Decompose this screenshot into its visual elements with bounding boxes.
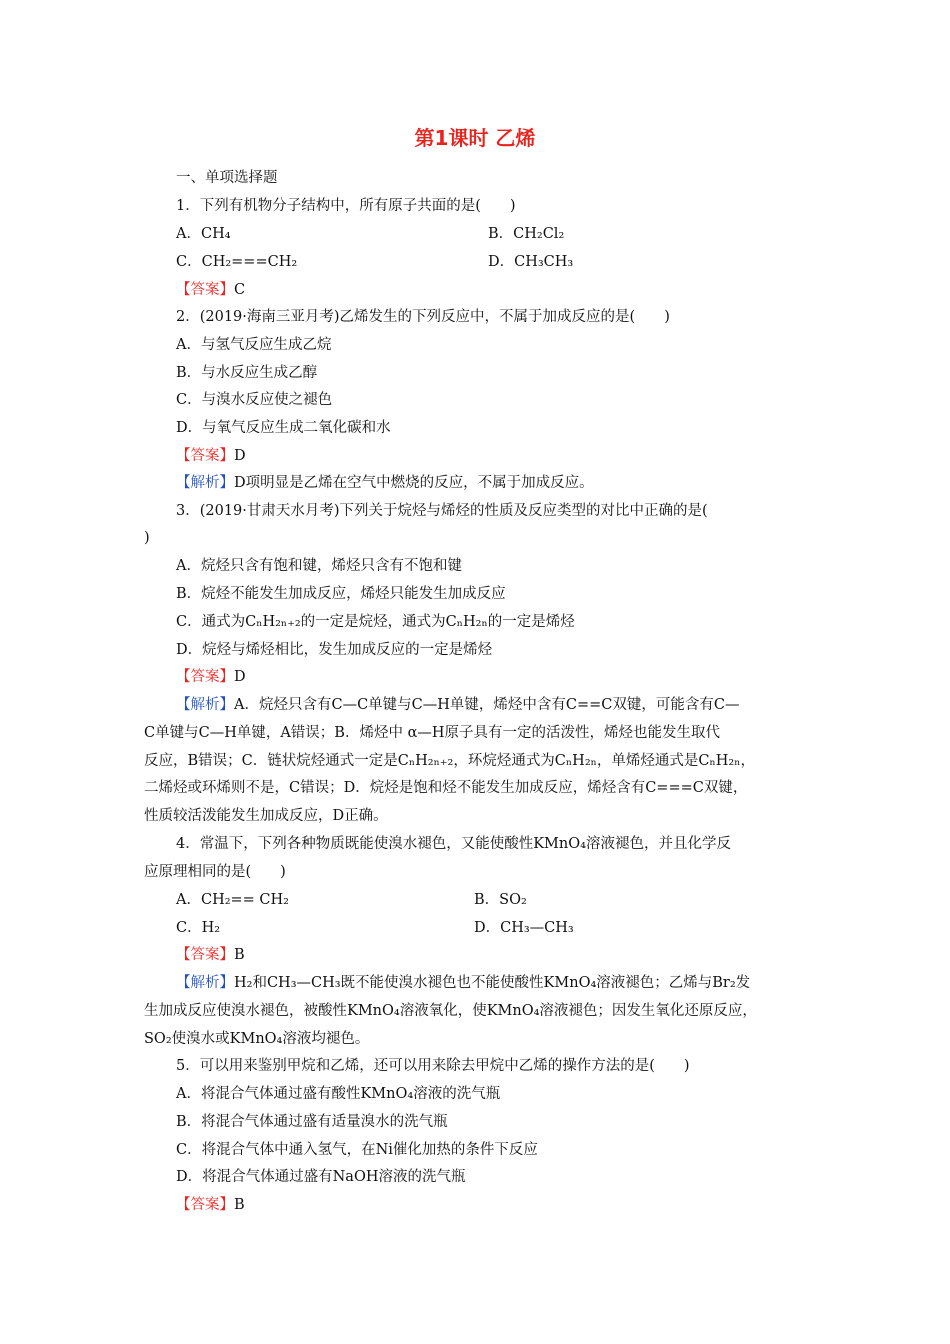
- q2-option-d: D．与氧气反应生成二氧化碳和水: [176, 420, 391, 436]
- explanation-tag: 【解析】: [176, 697, 234, 713]
- q3-explanation-line-2: C单键与C—H单键，A错误；B．烯烃中 α—H原子具有一定的活泼性，烯烃也能发生取代: [144, 725, 721, 741]
- q3-option-b: B．烷烃不能发生加成反应，烯烃只能发生加成反应: [176, 586, 506, 602]
- q4-explanation-line-1: [176, 973, 750, 993]
- q4-explanation-line-2: 生加成反应使溴水褪色，被酸性KMnO₄溶液氧化，使KMnO₄溶液褪色；因发生氧化还原反应，: [144, 1003, 757, 1019]
- q3-stem-line-2: ): [144, 530, 150, 546]
- q5-answer-value: B: [234, 1197, 245, 1213]
- q3-explanation-line-1: [176, 695, 739, 715]
- q4-option-c: C．H₂: [176, 920, 221, 936]
- q3-option-d: D．烷烃与烯烃相比，发生加成反应的一定是烯烃: [176, 642, 493, 658]
- q2-option-c: C．与溴水反应使之褪色: [176, 392, 333, 408]
- q4-explanation-line-3: SO₂使溴水或KMnO₄溶液均褪色。: [144, 1031, 370, 1047]
- q5-option-c: C．将混合气体中通入氢气，在Ni催化加热的条件下反应: [176, 1142, 538, 1158]
- q3-explanation-line-5: 性质较活泼能发生加成反应，D正确。: [144, 808, 388, 824]
- q4-answer: [176, 945, 245, 965]
- q3-answer-value: D: [234, 669, 246, 685]
- q4-option-a: A．CH₂== CH₂: [176, 892, 289, 908]
- q2-option-a: A．与氢气反应生成乙烷: [176, 337, 332, 353]
- q1-stem: 1．下列有机物分子结构中，所有原子共面的是( ): [176, 198, 516, 214]
- q3-stem-line-1: 3．(2019·甘肃天水月考)下列关于烷烃与烯烃的性质及反应类型的对比中正确的是(: [176, 503, 708, 519]
- answer-tag: 【答案】: [176, 669, 234, 685]
- q2-explanation-text: D项明显是乙烯在空气中燃烧的反应，不属于加成反应。: [234, 475, 594, 491]
- q4-option-d: D．CH₃—CH₃: [474, 920, 574, 936]
- q1-option-c: C．CH₂===CH₂: [176, 254, 298, 270]
- q4-option-b: B．SO₂: [474, 892, 527, 908]
- q5-answer: [176, 1195, 245, 1215]
- q3-explanation-line-4: 二烯烃或环烯则不是，C错误；D．烷烃是饱和烃不能发生加成反应，烯烃含有C===C双键，: [144, 780, 748, 796]
- q2-explanation: [176, 473, 594, 493]
- q1-answer: [176, 280, 245, 300]
- q3-answer: [176, 667, 246, 687]
- q1-option-a: A．CH₄: [176, 226, 231, 242]
- q4-stem-line-1: 4．常温下，下列各种物质既能使溴水褪色，又能使酸性KMnO₄溶液褪色，并且化学反: [176, 836, 731, 852]
- q1-option-d: D．CH₃CH₃: [488, 254, 574, 270]
- q5-option-d: D．将混合气体通过盛有NaOH溶液的洗气瓶: [176, 1169, 466, 1185]
- q4-answer-value: B: [234, 947, 245, 963]
- explanation-tag: 【解析】: [176, 475, 234, 491]
- q3-explanation-line-3: 反应，B错误；C．链状烷烃通式一定是CₙH₂ₙ₊₂，环烷烃通式为CₙH₂ₙ，单烯烃通式是CₙH₂ₙ，: [144, 753, 756, 769]
- q3-option-a: A．烷烃只含有饱和键，烯烃只含有不饱和键: [176, 558, 462, 574]
- q5-option-b: B．将混合气体通过盛有适量溴水的洗气瓶: [176, 1114, 448, 1130]
- page-title: 第1课时 乙烯: [414, 126, 536, 150]
- answer-tag: 【答案】: [176, 448, 234, 464]
- answer-tag: 【答案】: [176, 282, 234, 298]
- q2-option-b: B．与水反应生成乙醇: [176, 365, 318, 381]
- explanation-tag: 【解析】: [176, 975, 234, 991]
- q2-answer: [176, 446, 246, 466]
- q4-explanation-text-1: H₂和CH₃—CH₃既不能使溴水褪色也不能使酸性KMnO₄溶液褪色；乙烯与Br₂发: [234, 975, 751, 991]
- q3-option-c: C．通式为CₙH₂ₙ₊₂的一定是烷烃，通式为CₙH₂ₙ的一定是烯烃: [176, 614, 575, 630]
- q1-answer-value: C: [234, 282, 246, 298]
- section-heading: 一、单项选择题: [176, 170, 278, 186]
- q5-stem: 5．可以用来鉴别甲烷和乙烯，还可以用来除去甲烷中乙烯的操作方法的是( ): [176, 1058, 690, 1074]
- q3-explanation-text-1: A．烷烃只含有C—C单键与C—H单键，烯烃中含有C==C双键，可能含有C—: [234, 697, 740, 713]
- answer-tag: 【答案】: [176, 1197, 234, 1213]
- q4-stem-line-2: 应原理相同的是( ): [144, 864, 286, 880]
- q5-option-a: A．将混合气体通过盛有酸性KMnO₄溶液的洗气瓶: [176, 1086, 501, 1102]
- q2-answer-value: D: [234, 448, 246, 464]
- q2-stem: 2．(2019·海南三亚月考)乙烯发生的下列反应中，不属于加成反应的是( ): [176, 309, 670, 325]
- q1-option-b: B．CH₂Cl₂: [488, 226, 565, 242]
- answer-tag: 【答案】: [176, 947, 234, 963]
